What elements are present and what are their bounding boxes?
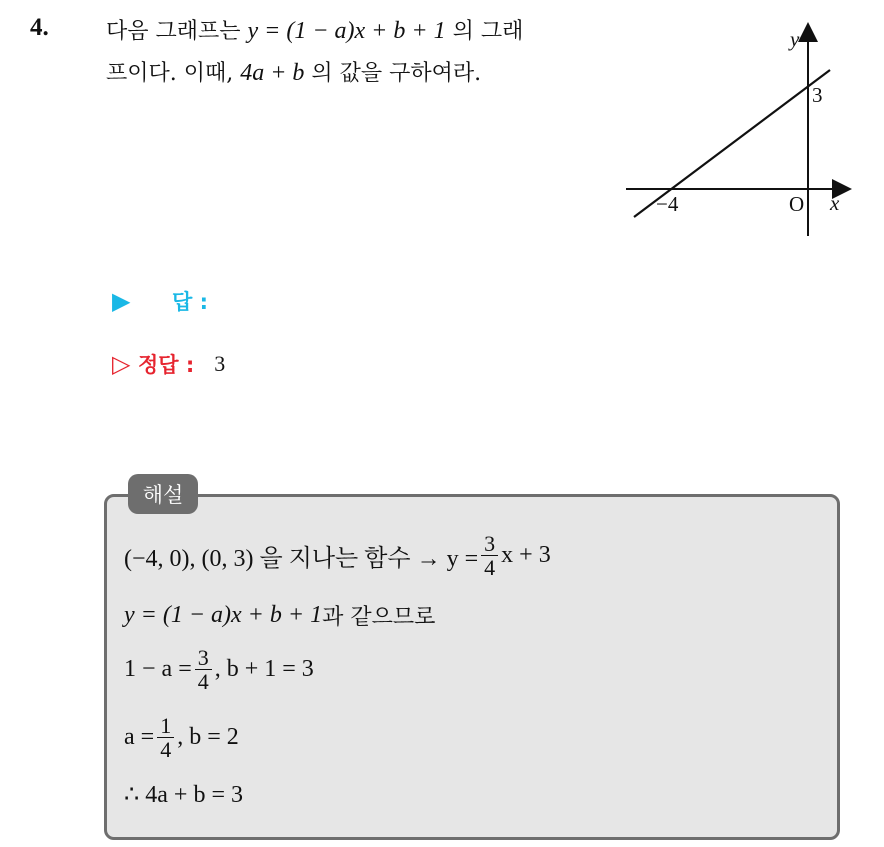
answer-row [112,286,224,316]
solution-line1-prefix: (−4, 0), (0, 3) 을 지나는 함수 → y = [124,546,479,573]
solution-line4-suffix: , b = 2 [177,724,239,751]
solution-line2-suffix: 과 같으므로 [322,605,436,630]
solution-line-5 [124,780,243,809]
fraction-numerator: 1 [157,714,174,738]
answer-marker-icon: ▶ [112,287,131,315]
solution-line-4 [124,714,239,761]
correct-answer-label: 정답 : [138,353,195,377]
solution-line3-fraction [195,646,212,693]
line-graph [620,20,860,245]
question-line1-prefix: 다음 그래프는 [106,19,248,44]
question-line1-suffix: 의 그래 [445,19,524,44]
solution-line3-suffix: , b + 1 = 3 [214,656,314,683]
question-text-line2 [106,56,481,87]
fraction-denominator: 4 [197,669,209,695]
question-line2-suffix: 의 값을 구하여라. [304,61,482,86]
question-line2-expression: 4a + b [240,60,305,86]
x-intercept-label: −4 [656,192,679,216]
fraction-denominator: 4 [484,555,496,581]
solution-line-3 [124,646,314,693]
solution-line3-prefix: 1 − a = [124,656,192,683]
solution-line-2 [124,600,435,631]
fraction-denominator: 4 [160,737,172,763]
fraction-numerator: 3 [481,532,498,556]
solution-tab: 해설 [128,474,198,514]
solution-line4-prefix: a = [124,724,155,751]
solution-line4-fraction [157,714,174,761]
solution-conclusion: ∴ 4a + b = 3 [124,782,243,808]
y-intercept-label: 3 [812,83,823,107]
solution-line1-fraction [481,532,498,579]
solution-line2-equation: y = (1 − a)x + b + 1 [124,602,323,628]
question-line1-equation: y = (1 − a)x + b + 1 [247,18,446,44]
correct-answer-row [112,349,225,379]
y-axis-label: y [790,27,800,51]
solution-line1-suffix: x + 3 [501,542,551,569]
answer-label: 답 : [172,290,208,314]
origin-label: O [789,192,805,216]
x-axis-label: x [830,191,840,215]
solution-line-1 [124,532,551,579]
correct-answer-value: 3 [214,351,226,376]
question-text-line1 [106,14,523,45]
fraction-numerator: 3 [195,646,212,670]
correct-marker-icon: ▷ [112,350,131,378]
question-line2-prefix: 프이다. 이때, [106,61,241,86]
question-number: 4. [30,14,49,41]
